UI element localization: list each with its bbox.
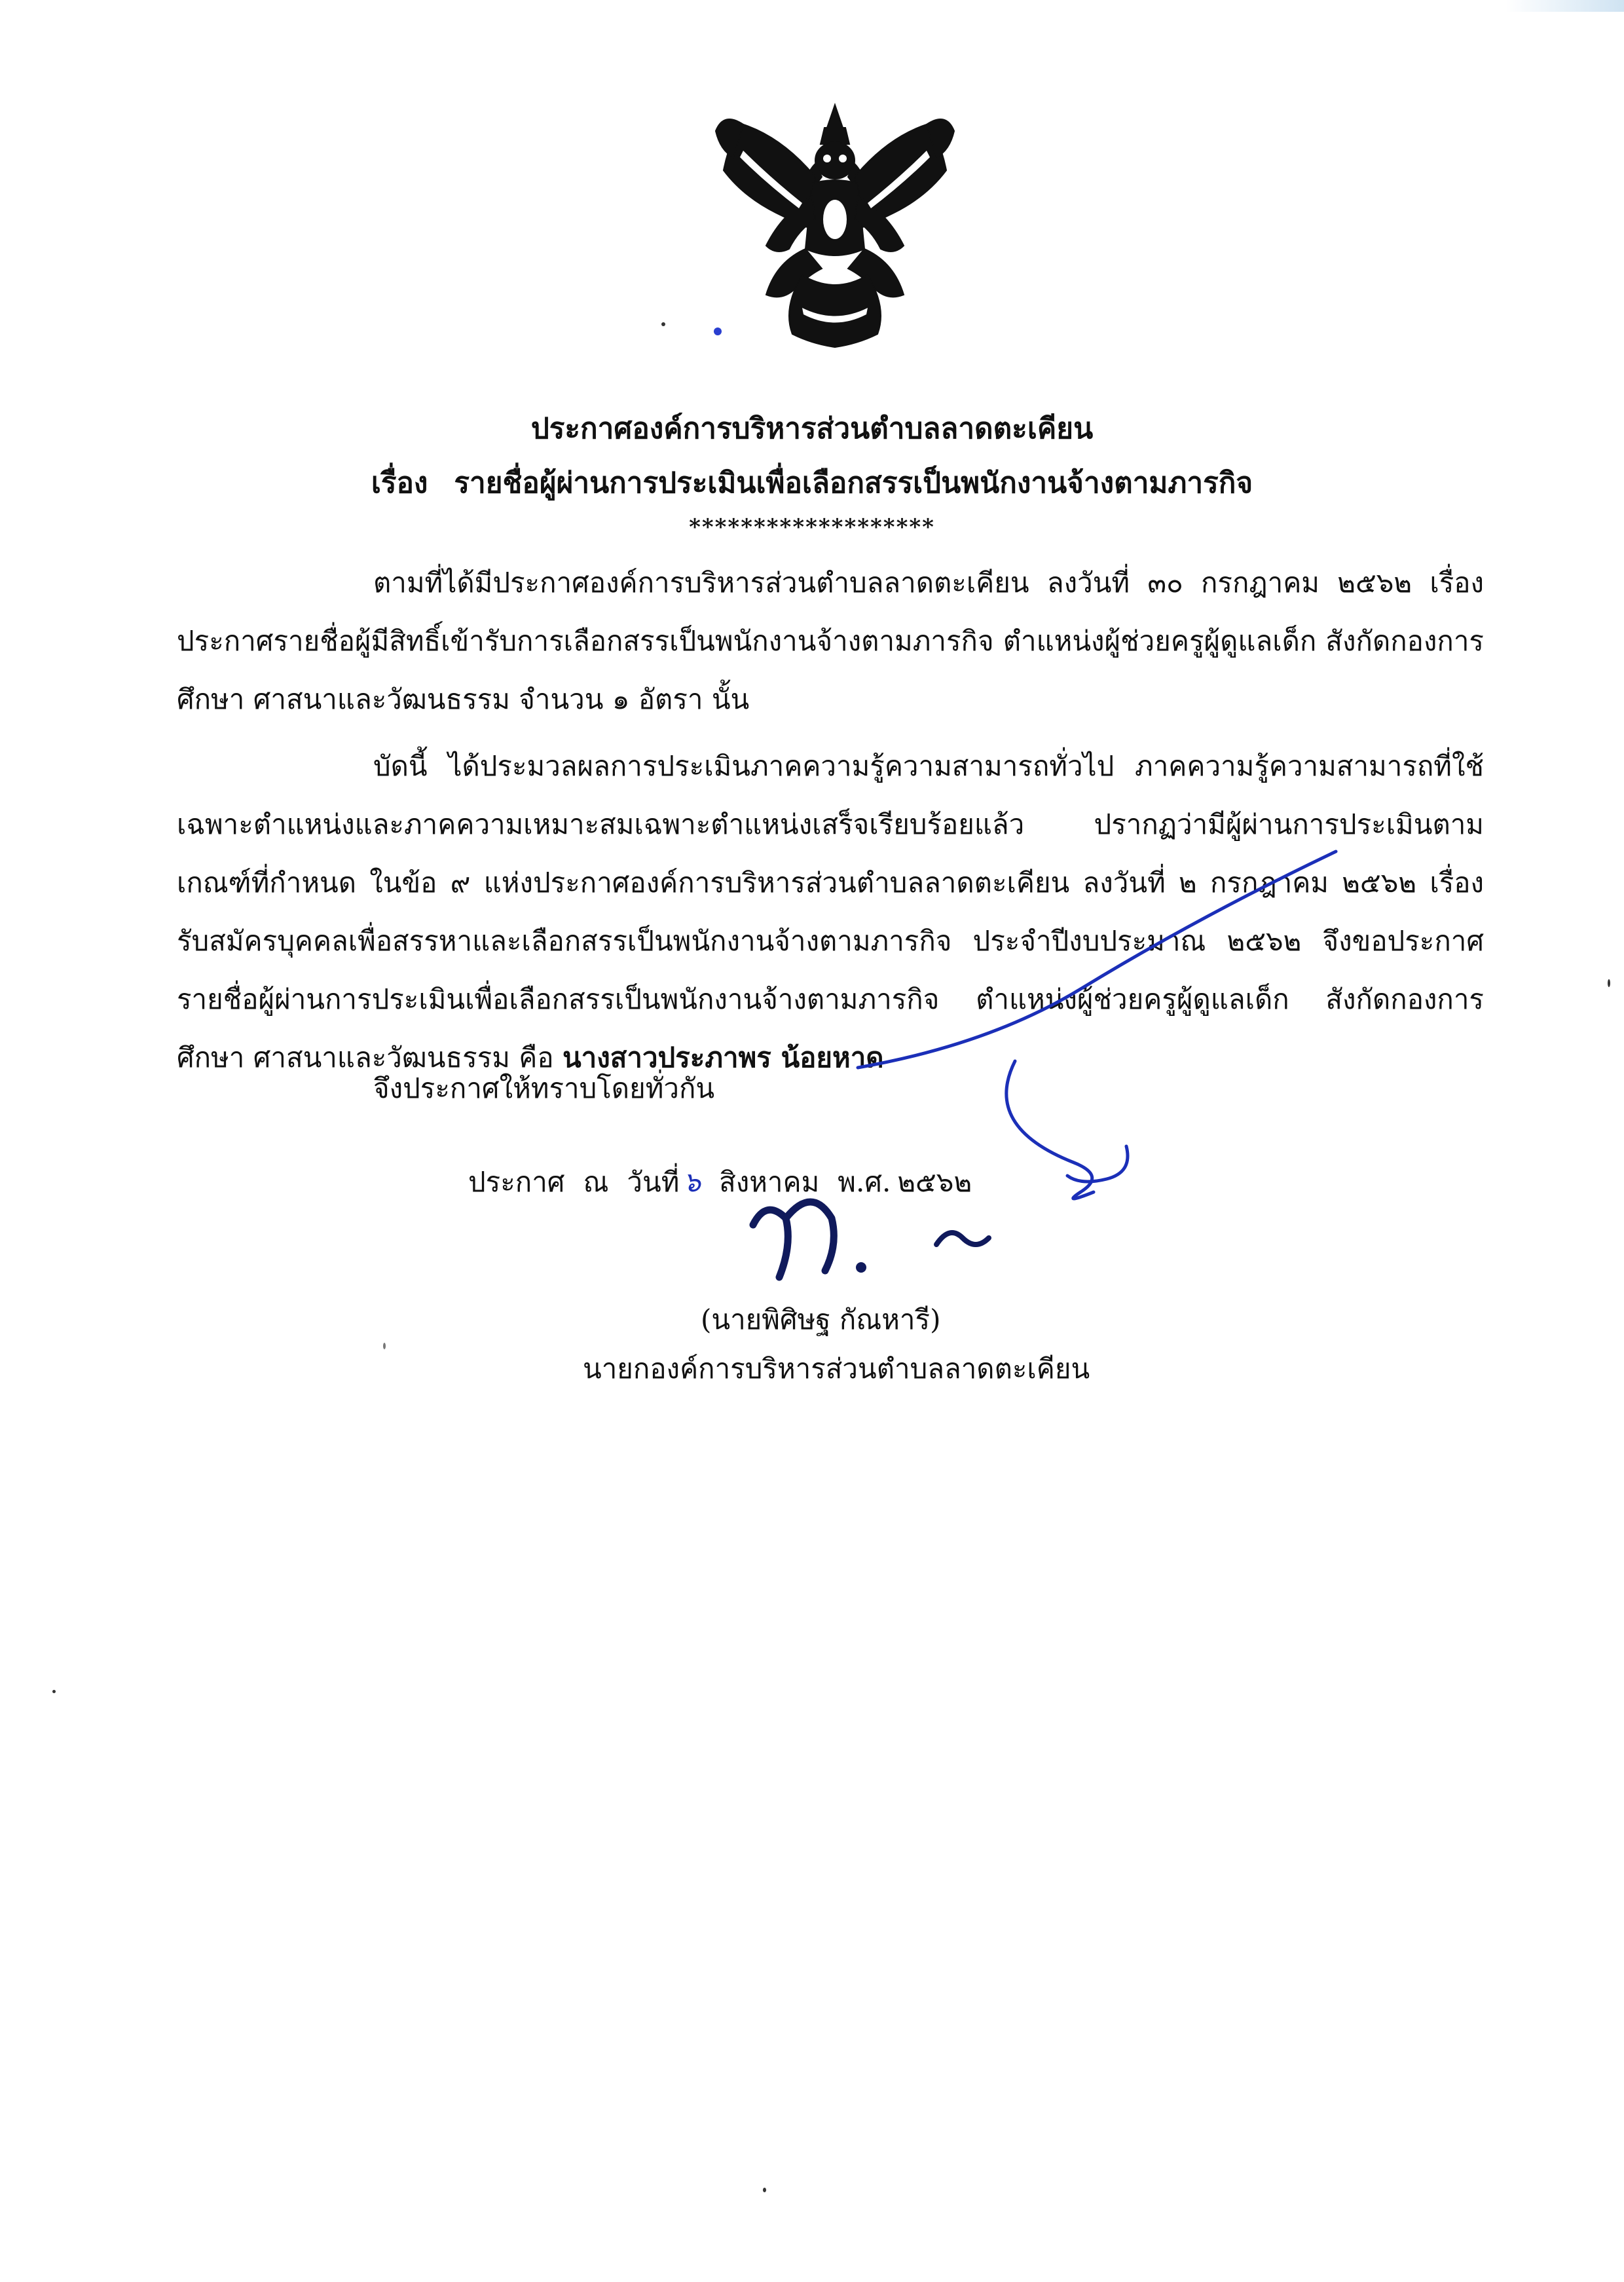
signatory-position: นายกองค์การบริหารส่วนตำบลลาดตะเคียน — [583, 1353, 1090, 1385]
garuda-emblem — [704, 98, 966, 360]
paragraph-2-text: บัดนี้ ได้ประมวลผลการประเมินภาคความรู้ความสามารถทั่วไป ภาคความรู้ความสามารถที่ใช้เฉพาะตำแหน่งและภาคความเหมาะสมเฉพาะตำแหน่งเสร็จเรียบร้อยแล้ว ปรากฏว่ามีผู้ผ่านการประเมินตามเกณฑ์ที่กำหนด ในข้อ ๙ แห่งประกาศองค์การบริหารส่วนตำบลลาดตะเคียน ลงวันที่ ๒ กรกฎาคม ๒๕๖๒ เรื่อง รับสมัครบุคคลเพื่อสรรหาและเลือกสรรเป็นพนักงานจ้างตามภารกิจ ประจำปีงบประมาณ ๒๕๖๒ จึงขอประกาศรายชื่อผู้ผ่านการประเมินเพื่อเลือกสรรเป็นพนักงานจ้างตามภารกิจ ตำแหน่งผู้ช่วยครูผู้ดูแลเด็ก สังกัดกองการศึกษา ศาสนาและวัฒนธรรม คือ — [177, 750, 1484, 1074]
dateline-month: สิงหาคม — [719, 1166, 820, 1198]
subject-label: เรื่อง — [371, 466, 428, 500]
dateline-label: ประกาศ — [468, 1166, 565, 1198]
scan-edge — [1506, 0, 1624, 12]
signatory-name: (นายพิศิษฐ กัณหารี) — [701, 1303, 941, 1336]
handwritten-signature — [740, 819, 1526, 1310]
title-separator: ******************* — [689, 514, 935, 540]
paragraph-1: ตามที่ได้มีประกาศองค์การบริหารส่วนตำบลลาดตะเคียน ลงวันที่ ๓๐ กรกฎาคม ๒๕๖๒ เรื่อง ประกาศรายชื่อผู้มีสิทธิ์เข้ารับการเลือกสรรเป็นพนักงานจ้างตามภารกิจ ตำแหน่งผู้ช่วยครูผู้ดูแลเด็ก สังกัดกองการศึกษา ศาสนาและวัฒนธรรม จำนวน ๑ อัตรา นั้น — [177, 567, 1484, 715]
scan-speck — [763, 2188, 766, 2192]
scan-speck — [52, 1690, 56, 1693]
dateline-day: ๖ — [683, 1166, 701, 1198]
announcement-subject — [0, 464, 1624, 503]
dateline-era: พ.ศ. — [838, 1166, 891, 1198]
scan-speck — [714, 327, 722, 335]
scan-speck — [661, 322, 665, 326]
dateline-year: ๒๕๖๒ — [897, 1166, 972, 1198]
closing-statement: จึงประกาศให้ทราบโดยทั่วกัน — [373, 1072, 715, 1104]
scan-speck — [383, 1343, 386, 1349]
subject-text: รายชื่อผู้ผ่านการประเมินเพื่อเลือกสรรเป็นพนักงานจ้างตามภารกิจ — [454, 466, 1253, 500]
scan-speck — [1608, 979, 1610, 987]
announcement-title: ประกาศองค์การบริหารส่วนตำบลลาดตะเคียน — [530, 412, 1094, 445]
dateline-at: ณ — [583, 1166, 609, 1198]
selected-person: นางสาวประภาพร น้อยหาด — [562, 1041, 884, 1074]
dateline-day-label: วันที่ — [627, 1166, 680, 1198]
